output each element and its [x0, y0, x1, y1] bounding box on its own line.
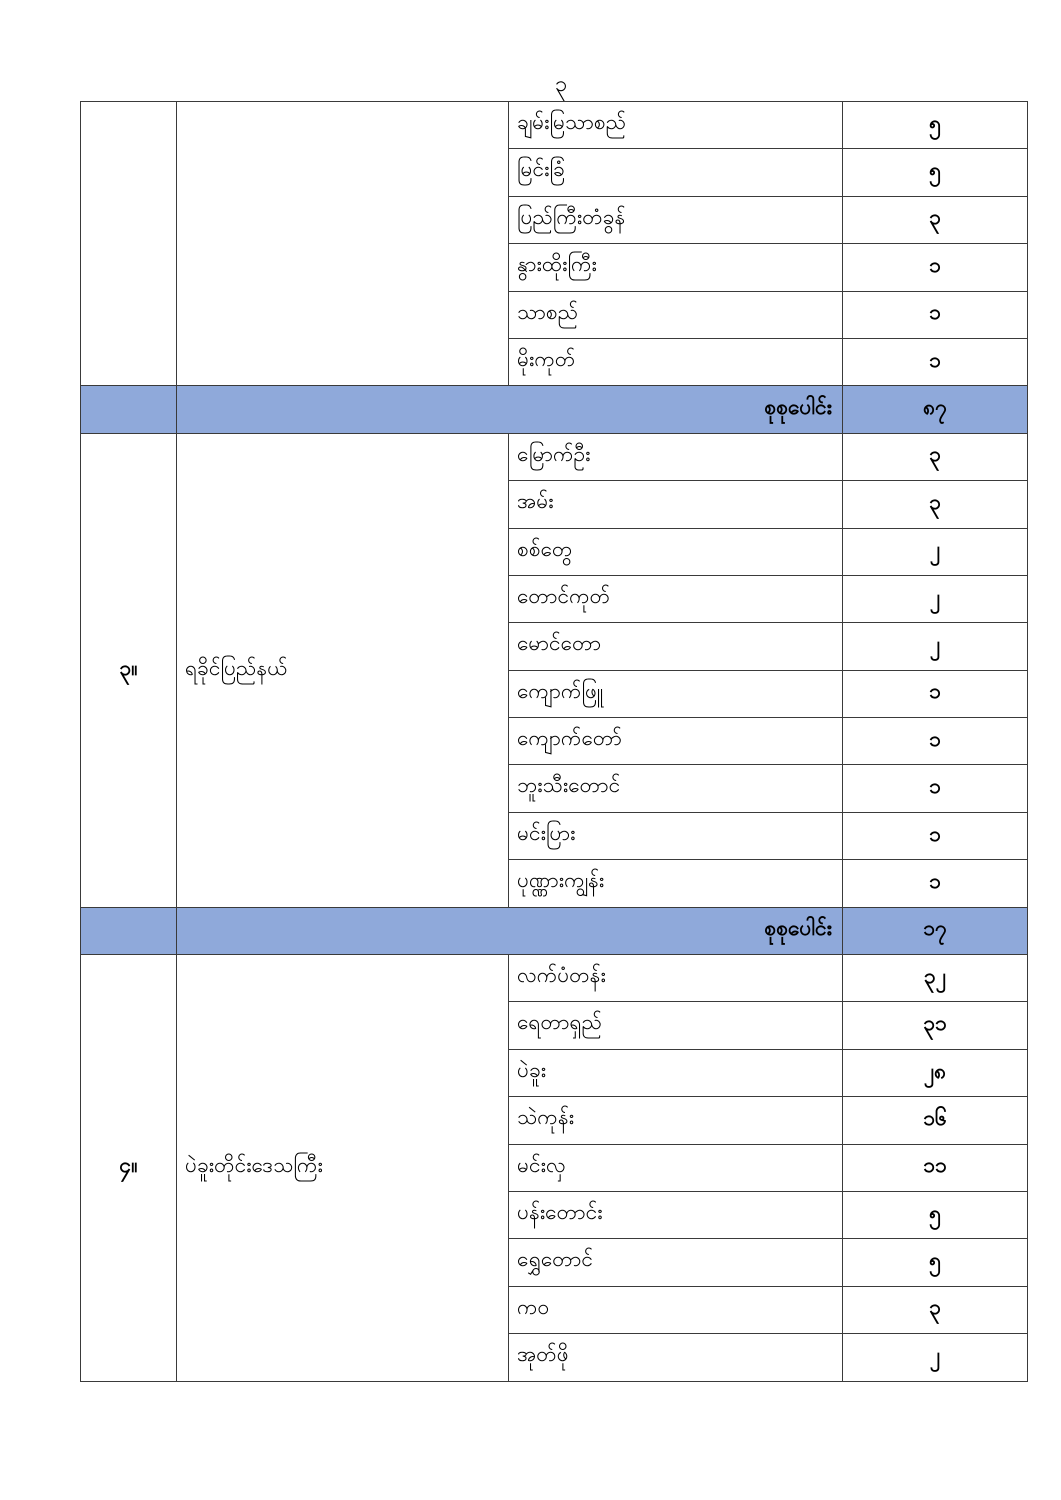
township-count: ၁ [843, 338, 1028, 385]
township-count: ၃ [843, 433, 1028, 480]
total-count: ၁၇ [843, 907, 1028, 954]
table-row [81, 955, 1028, 1002]
township-count: ၃ [843, 1286, 1028, 1333]
township-name: ပြည်ကြီးတံခွန် [509, 196, 843, 243]
total-label: စုစုပေါင်း [177, 386, 843, 433]
region-name: ရခိုင်ပြည်နယ် [177, 433, 509, 907]
township-name: တောင်ကုတ် [509, 575, 843, 622]
township-name: မိုးကုတ် [509, 338, 843, 385]
township-name: သာစည် [509, 291, 843, 338]
township-count: ၂ [843, 1334, 1028, 1381]
table-row [81, 102, 1028, 149]
page-number: ၃ [554, 72, 568, 97]
township-name: ပန်းတောင်း [509, 1191, 843, 1238]
section-number: ၃။ [81, 433, 177, 907]
region-name [177, 102, 509, 386]
township-name: ပုဏ္ဏားကျွန်း [509, 860, 843, 907]
township-count: ၁ [843, 860, 1028, 907]
township-count: ၅ [843, 1191, 1028, 1238]
township-count: ၁၁ [843, 1144, 1028, 1191]
township-count: ၃၂ [843, 955, 1028, 1002]
township-name: မင်းပြား [509, 812, 843, 859]
township-name: လက်ပံတန်း [509, 955, 843, 1002]
township-count: ၂ [843, 575, 1028, 622]
township-name: သဲကုန်း [509, 1097, 843, 1144]
township-count: ၁ [843, 291, 1028, 338]
township-count: ၂ [843, 528, 1028, 575]
township-name: မောင်တော [509, 623, 843, 670]
total-label: စုစုပေါင်း [177, 907, 843, 954]
township-name: ချမ်းမြသာစည် [509, 102, 843, 149]
total-empty-cell [81, 907, 177, 954]
township-name: ရွှေတောင် [509, 1239, 843, 1286]
total-empty-cell [81, 386, 177, 433]
section-number [81, 102, 177, 386]
township-count: ၁ [843, 765, 1028, 812]
region-name: ပဲခူးတိုင်းဒေသကြီး [177, 955, 509, 1382]
township-count: ၁၆ [843, 1097, 1028, 1144]
township-name: ကျောက်ဖြူ [509, 670, 843, 717]
township-name: စစ်တွေ [509, 528, 843, 575]
township-table [80, 101, 1028, 1382]
township-count: ၃၁ [843, 1002, 1028, 1049]
township-count: ၂ [843, 623, 1028, 670]
township-count: ၅ [843, 1239, 1028, 1286]
township-name: အုတ်ဖို [509, 1334, 843, 1381]
township-count: ၁ [843, 244, 1028, 291]
township-name: အမ်း [509, 481, 843, 528]
township-name: ကျောက်တော် [509, 718, 843, 765]
township-name: မြောက်ဦး [509, 433, 843, 480]
township-name: ဘူးသီးတောင် [509, 765, 843, 812]
total-count: ၈၇ [843, 386, 1028, 433]
table-row [81, 433, 1028, 480]
township-name: ရေတာရှည် [509, 1002, 843, 1049]
township-count: ၂၈ [843, 1049, 1028, 1096]
township-name: နွားထိုးကြီး [509, 244, 843, 291]
table-body [81, 102, 1028, 1382]
section-number: ၄။ [81, 955, 177, 1382]
township-count: ၅ [843, 149, 1028, 196]
township-count: ၁ [843, 718, 1028, 765]
total-row [81, 386, 1028, 433]
township-name: ပဲခူး [509, 1049, 843, 1096]
township-name: မြင်းခြံ [509, 149, 843, 196]
township-name: ကဝ [509, 1286, 843, 1333]
township-count: ၃ [843, 481, 1028, 528]
township-name: မင်းလှ [509, 1144, 843, 1191]
township-count: ၁ [843, 812, 1028, 859]
township-count: ၃ [843, 196, 1028, 243]
township-count: ၁ [843, 670, 1028, 717]
total-row [81, 907, 1028, 954]
township-count: ၅ [843, 102, 1028, 149]
